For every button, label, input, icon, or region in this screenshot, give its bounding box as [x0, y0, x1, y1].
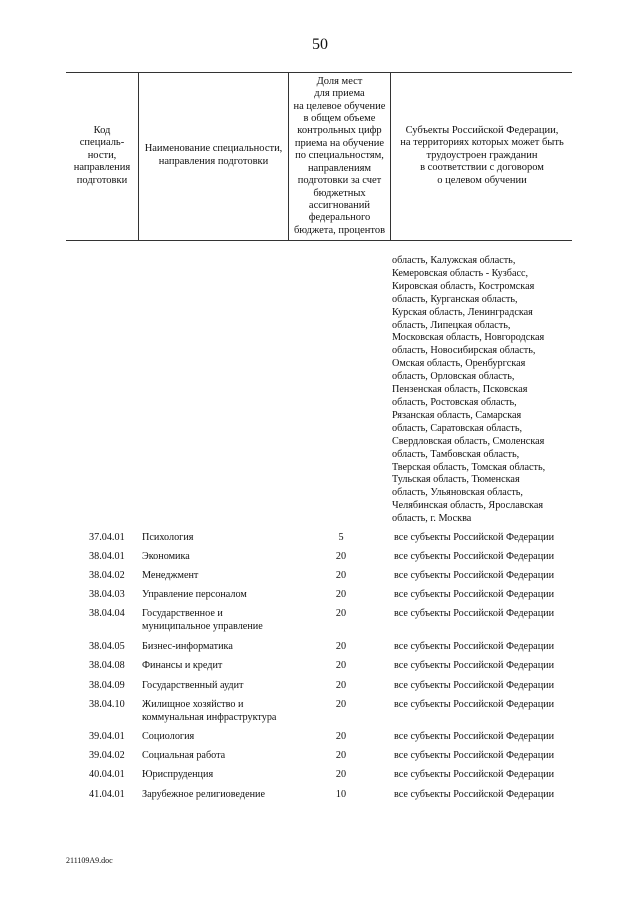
row-subjects: все субъекты Российской Федерации [394, 589, 555, 600]
row-subjects: все субъекты Российской Федерации [394, 660, 555, 671]
row-subjects: все субъекты Российской Федерации [394, 789, 555, 800]
row-name: Юриспруденция [142, 769, 214, 780]
row-share: 20 [335, 699, 347, 710]
row-subjects: все субъекты Российской Федерации [394, 750, 555, 761]
header-share: Доля мест для приема на целевое обучение в общем объеме контрольных цифр приема на обучение по специальностям, направлениям подготовки за счет бюджетных ассигнований федерального бюджета, процентов [293, 75, 386, 236]
row-share: 10 [335, 789, 347, 800]
row-share: 20 [335, 641, 347, 652]
row-code: 39.04.01 [89, 731, 125, 742]
table-header-bottom-border [66, 240, 572, 241]
row-code: 39.04.02 [89, 750, 125, 761]
row-share: 20 [335, 750, 347, 761]
row-code: 38.04.03 [89, 589, 125, 600]
header-name: Наименование специальности, направления подготовки [144, 143, 283, 167]
row-subjects: все субъекты Российской Федерации [394, 699, 555, 710]
row-subjects: все субъекты Российской Федерации [394, 551, 555, 562]
row-share: 20 [335, 608, 347, 619]
row-share: 20 [335, 660, 347, 671]
row-code: 38.04.10 [89, 699, 125, 710]
row-name: Психология [142, 532, 194, 543]
row-name: Экономика [142, 551, 190, 562]
row-name: Менеджмент [142, 570, 199, 581]
row-share: 5 [338, 532, 344, 543]
row-name: Социология [142, 731, 195, 742]
row-share: 20 [335, 551, 347, 562]
row-name: Государственный аудит [142, 680, 244, 691]
row-subjects: все субъекты Российской Федерации [394, 532, 555, 543]
row-share: 20 [335, 589, 347, 600]
row-subjects: все субъекты Российской Федерации [394, 731, 555, 742]
document-filename: 211109A9.doc [66, 856, 113, 865]
row-name: Государственное и муниципальное управление [142, 608, 263, 632]
row-share: 20 [335, 570, 347, 581]
row-code: 38.04.05 [89, 641, 125, 652]
row-name: Управление персоналом [142, 589, 247, 600]
row-code: 41.04.01 [89, 789, 125, 800]
row-code: 38.04.08 [89, 660, 125, 671]
row-name: Финансы и кредит [142, 660, 223, 671]
row-name: Жилищное хозяйство и коммунальная инфраструктура [142, 699, 277, 723]
row-share: 20 [335, 680, 347, 691]
row-name: Зарубежное религиоведение [142, 789, 266, 800]
row-subjects: все субъекты Российской Федерации [394, 570, 555, 581]
row-code: 38.04.02 [89, 570, 125, 581]
header-subjects: Субъекты Российской Федерации, на территориях которых может быть трудоустроен гражданин в соответствии с договором о целевом обучении [400, 124, 564, 186]
row-subjects: все субъекты Российской Федерации [394, 608, 555, 619]
row-share: 20 [335, 731, 347, 742]
page-number: 50 [312, 36, 328, 53]
row-share: 20 [335, 769, 347, 780]
row-code: 37.04.01 [89, 532, 125, 543]
row-code: 40.04.01 [89, 769, 125, 780]
subjects-continuation: область, Калужская область, Кемеровская область - Кузбасс, Кировская область, Костромская область, Курганская область, Курская область, Ленинградская область, Липецкая область, Московская область, Новгородская область, Новосибирская область, Омская область, Оренбургская область, Орловская область, Пензенская область, Псковская область, Ростовская область, Рязанская область, Самарская область, Саратовская область, Свердловская область, Смоленская область, Тамбовская область, Тверская область, Томская область, Тульская область, Тюменская область, Ульяновская область, Челябинская область, Ярославская область, г. Москва [392, 255, 546, 525]
row-subjects: все субъекты Российской Федерации [394, 769, 555, 780]
row-code: 38.04.01 [89, 551, 125, 562]
header-code: Код специаль- ности, направления подготовки [73, 124, 131, 186]
row-subjects: все субъекты Российской Федерации [394, 641, 555, 652]
row-subjects: все субъекты Российской Федерации [394, 680, 555, 691]
row-name: Социальная работа [142, 750, 226, 761]
row-code: 38.04.09 [89, 680, 125, 691]
row-code: 38.04.04 [89, 608, 125, 619]
row-name: Бизнес-информатика [142, 641, 233, 652]
